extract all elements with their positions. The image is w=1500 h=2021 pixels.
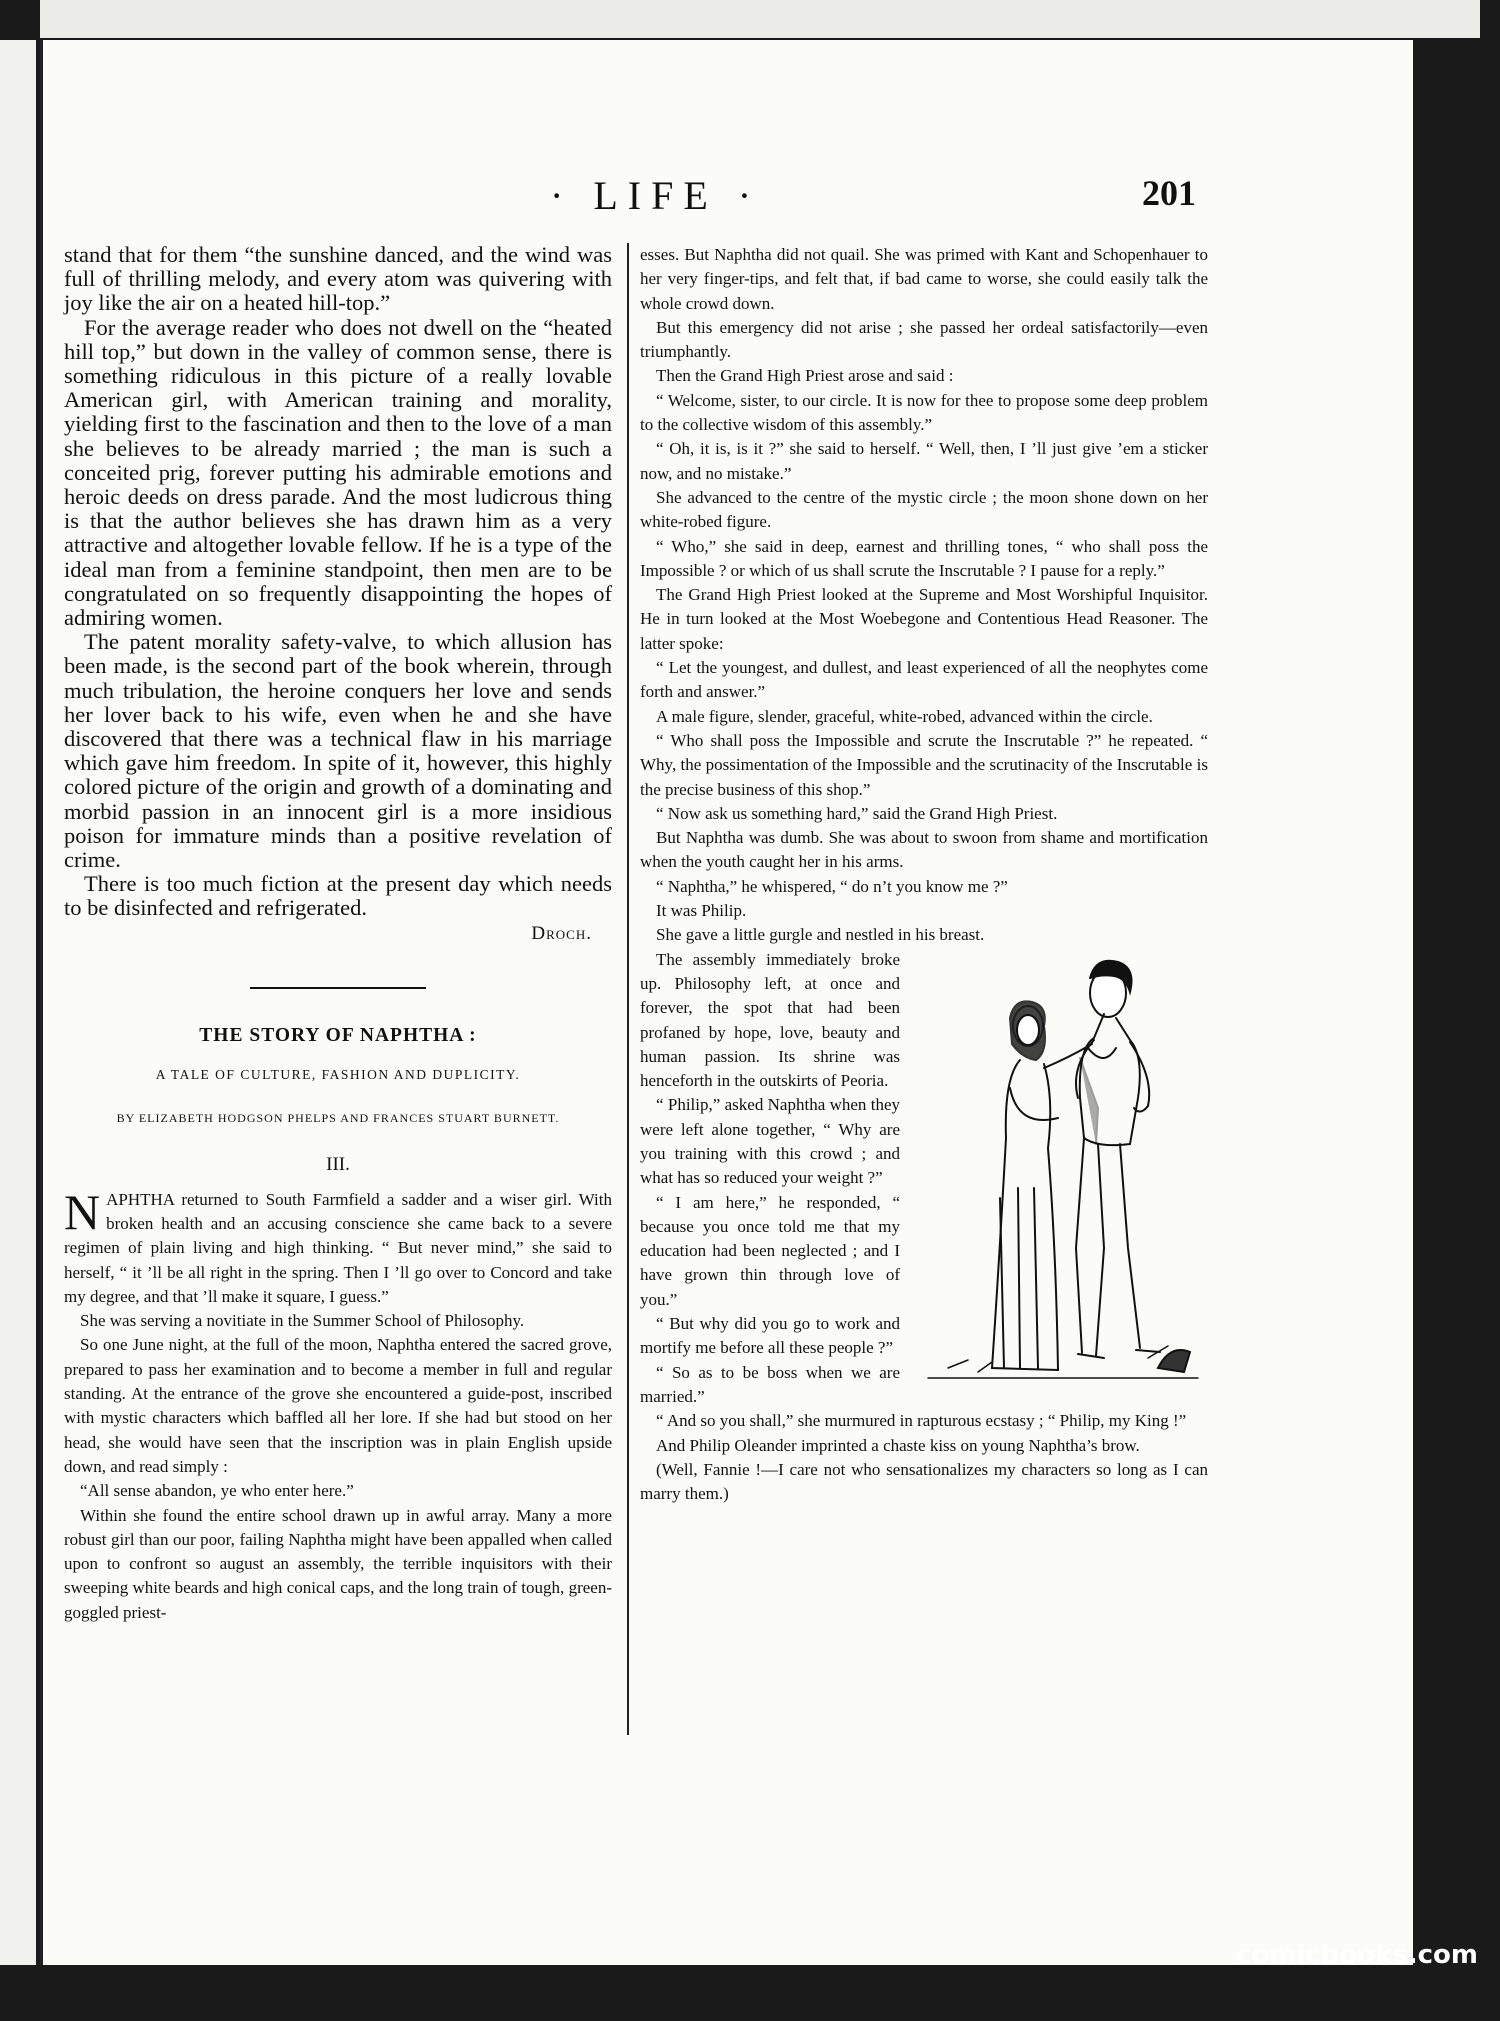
story-paragraph: She advanced to the centre of the mystic circle ; the moon shone down on her white-robed figure. — [640, 487, 1208, 532]
story-paragraph: “ So as to be boss when we are married.” — [640, 1362, 900, 1406]
story-paragraph: “ But why did you go to work and mortify me before all these people ?” — [640, 1314, 900, 1358]
review-paragraph: stand that for them “the sunshine danced, and the wind was full of thrilling melody, and every atom was quivering with joy like the air on a heated hill-top.” — [64, 242, 612, 316]
story-paragraph: “ Philip,” asked Naphtha when they were left alone together, “ Why are you training with this crowd ; and what has so reduced your weight ?” — [640, 1095, 900, 1188]
chapter-number: III. — [326, 1153, 350, 1175]
story-paragraph: “ Who,” she said in deep, earnest and thrilling tones, “ who shall poss the Impossible ? or which of us shall scrute the Inscrutable ? I pause for a reply.” — [640, 536, 1208, 580]
story-paragraph: Then the Grand High Priest arose and said : — [656, 366, 954, 386]
review-signature: Droch. — [531, 922, 592, 944]
story-paragraph: (Well, Fannie !—I care not who sensationalizes my characters so long as I can marry them.) — [640, 1459, 1208, 1504]
review-paragraph: For the average reader who does not dwell on the “heated hill top,” but down in the valley of common sense, there is something ridiculous in this picture of a really lovable American girl, with American training and morality, yielding first to the fascination and then to the love of a man she believes to be already married ; the man is such a conceited prig, forever putting his admirable emotions and heroic deeds on dress parade. And the most ludicrous thing is that the author believes she has drawn him as a very attractive and altogether lovable fellow. If he is a type of the ideal man from a feminine standpoint, then men are to be congratulated on so frequently disappointing the hopes of admiring women. — [64, 314, 612, 631]
first-paragraph-text: APHTHA returned to South Farmfield a sadder and a wiser girl. With broken health and an accusing conscience she came back to a severe regimen of plain living and high thinking. “ But never mind,” she said to herself, “ it ’ll be all right in the spring. Then I ’ll go over to Concord and take my degree, and that ’ll make it square, I guess.” — [64, 1189, 612, 1306]
story-paragraph: “ Now ask us something hard,” said the Grand High Priest. — [656, 803, 1058, 823]
review-paragraph: The patent morality safety-valve, to which allusion has been made, is the second part of the book wherein, through much tribulation, the heroine conquers her love and sends her lover back to his wife, even when he and she have discovered that there was a technical flaw in his marriage which gave him freedom. In spite of it, however, this highly colored picture of the origin and growth of a dominating and morbid passion in an innocent girl is a more insidious poison for immature minds than a positive revelation of crime. — [64, 629, 612, 873]
story-first-paragraph — [64, 1183, 612, 1309]
right-column — [640, 243, 1208, 1506]
story-paragraph: “ I am here,” he responded, “ because you once told me that my education had been neglected ; and I have grown thin through love of you.” — [640, 1192, 900, 1309]
book-review — [64, 243, 612, 945]
story-paragraph: She gave a little gurgle and nestled in his breast. — [656, 925, 985, 945]
story-body-left — [64, 1183, 612, 1625]
story-paragraph: “ And so you shall,” she murmured in rapturous ecstasy ; “ Philip, my King !” — [656, 1411, 1187, 1431]
story-byline: BY ELIZABETH HODGSON PHELPS AND FRANCES STUART BURNETT. — [116, 1110, 560, 1125]
left-column — [64, 243, 612, 1625]
story-paragraph: So one June night, at the full of the moon, Naphtha entered the sacred grove, prepared to pass her examination and to become a member in full and regular standing. At the entrance of the grove she encountered a guide-post, inscribed with mystic characters which baffled all her lore. If she had but stood on her head, she would have seen that the inscription was in plain English upside down, and read simply : — [64, 1335, 612, 1476]
story-paragraph: The assembly immediately broke up. Philosophy left, at once and forever, the spot that had been profaned by hope, love, beauty and human passion. Its shrine was henceforth in the outskirts of Peoria. — [640, 949, 900, 1091]
left-page-edge — [0, 40, 36, 1965]
story-paragraph: “ Let the youngest, and dullest, and least experienced of all the neophytes come forth and answer.” — [640, 658, 1208, 702]
drop-cap: N — [64, 1183, 101, 1240]
story-paragraph: The Grand High Priest looked at the Supreme and Most Worshipful Inquisitor. He in turn looked at the Most Woebegone and Contentious Head Reasoner. The latter spoke: — [640, 585, 1208, 653]
story-paragraph: “ Who shall poss the Impossible and scrute the Inscrutable ?” he repeated. “ Why, the possimentation of the Impossible and the scrutinacity of the Inscrutable is the precise business of this shop.” — [640, 730, 1208, 799]
review-paragraph: There is too much fiction at the present day which needs to be disinfected and refrigerated. — [64, 871, 612, 921]
story-paragraph: She was serving a novitiate in the Summer School of Philosophy. — [80, 1311, 525, 1331]
story-paragraph: And Philip Oleander imprinted a chaste kiss on young Naphtha’s brow. — [656, 1435, 1140, 1455]
source-watermark: comicbooks.com — [1235, 1940, 1478, 1970]
story-paragraph: “All sense abandon, ye who enter here.” — [80, 1481, 354, 1501]
column-divider — [627, 243, 629, 1735]
couple-illustration — [908, 948, 1208, 1393]
story-paragraph: “ Oh, it is, is it ?” she said to herself. “ Well, then, I ’ll just give ’em a sticker now, and no mistake.” — [640, 439, 1208, 483]
story-paragraph: Within she found the entire school drawn up in awful array. Many a more robust girl than our poor, failing Naphtha might have been appalled when called upon to confront so august an assembly, the terrible inquisitors with their sweeping white beards and high conical caps, and the long train of tough, green-goggled priest- — [64, 1505, 612, 1622]
section-rule — [250, 987, 426, 989]
story-paragraph: But this emergency did not arise ; she passed her ordeal satisfactorily—even triumphantly. — [640, 317, 1208, 362]
story-paragraph: A male figure, slender, graceful, white-robed, advanced within the circle. — [656, 706, 1153, 726]
page-header — [40, 172, 1410, 222]
page-number: 201 — [1142, 173, 1196, 213]
story-paragraph: But Naphtha was dumb. She was about to swoon from shame and mortification when the youth caught her in his arms. — [640, 828, 1208, 872]
masthead: · LIFE · — [550, 173, 762, 218]
story-paragraph: esses. But Naphtha did not quail. She was primed with Kant and Schopenhauer to her very finger-tips, and felt that, if bad came to worse, she could easily talk the whole crowd down. — [640, 245, 1208, 313]
top-page-edge — [40, 0, 1480, 38]
story-title: THE STORY OF NAPHTHA : — [199, 1024, 477, 1046]
story-subtitle: A TALE OF CULTURE, FASHION AND DUPLICITY. — [155, 1066, 521, 1082]
story-paragraph: “ Welcome, sister, to our circle. It is now for thee to propose some deep problem to the collective wisdom of this assembly.” — [640, 390, 1208, 435]
story-body-right — [640, 243, 1208, 1506]
story-paragraph: “ Naphtha,” he whispered, “ do n’t you know me ?” — [656, 876, 1008, 896]
story-paragraph: It was Philip. — [656, 901, 747, 921]
